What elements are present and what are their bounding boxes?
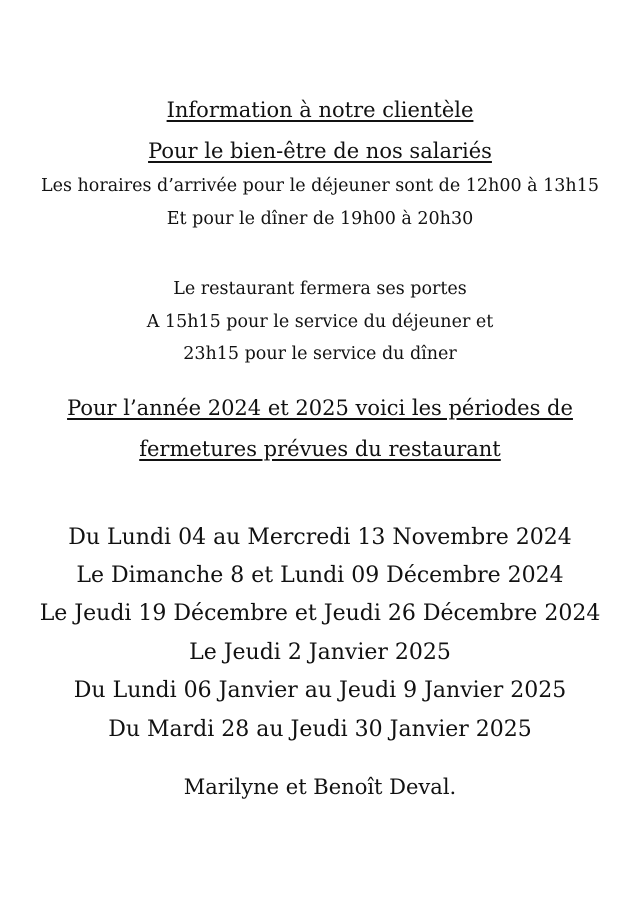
closure-date: Le Jeudi 19 Décembre et Jeudi 26 Décembre 2024: [39, 601, 601, 626]
closure-periods-heading-continued: fermetures prévues du restaurant: [139, 437, 501, 461]
notice-subtitle: Pour le bien-être de nos salariés: [148, 139, 492, 163]
closure-date: Le Jeudi 2 Janvier 2025: [189, 640, 451, 665]
closure-periods-heading: Pour l’année 2024 et 2025 voici les périodes de: [67, 396, 573, 420]
closing-intro: Le restaurant fermera ses portes: [173, 279, 467, 299]
closing-lunch: A 15h15 pour le service du déjeuner et: [146, 312, 494, 332]
signature: Marilyne et Benoît Deval.: [183, 775, 457, 799]
notice-title: Information à notre clientèle: [166, 98, 474, 122]
closure-date: Du Mardi 28 au Jeudi 30 Janvier 2025: [108, 717, 532, 742]
closing-dinner: 23h15 pour le service du dîner: [183, 344, 457, 364]
closure-date: Du Lundi 04 au Mercredi 13 Novembre 2024: [68, 525, 572, 550]
arrival-hours-dinner: Et pour le dîner de 19h00 à 20h30: [166, 209, 474, 229]
closure-date: Le Dimanche 8 et Lundi 09 Décembre 2024: [76, 563, 564, 588]
arrival-hours-lunch: Les horaires d’arrivée pour le déjeuner sont de 12h00 à 13h15: [41, 176, 599, 196]
closure-date: Du Lundi 06 Janvier au Jeudi 9 Janvier 2025: [73, 678, 567, 703]
